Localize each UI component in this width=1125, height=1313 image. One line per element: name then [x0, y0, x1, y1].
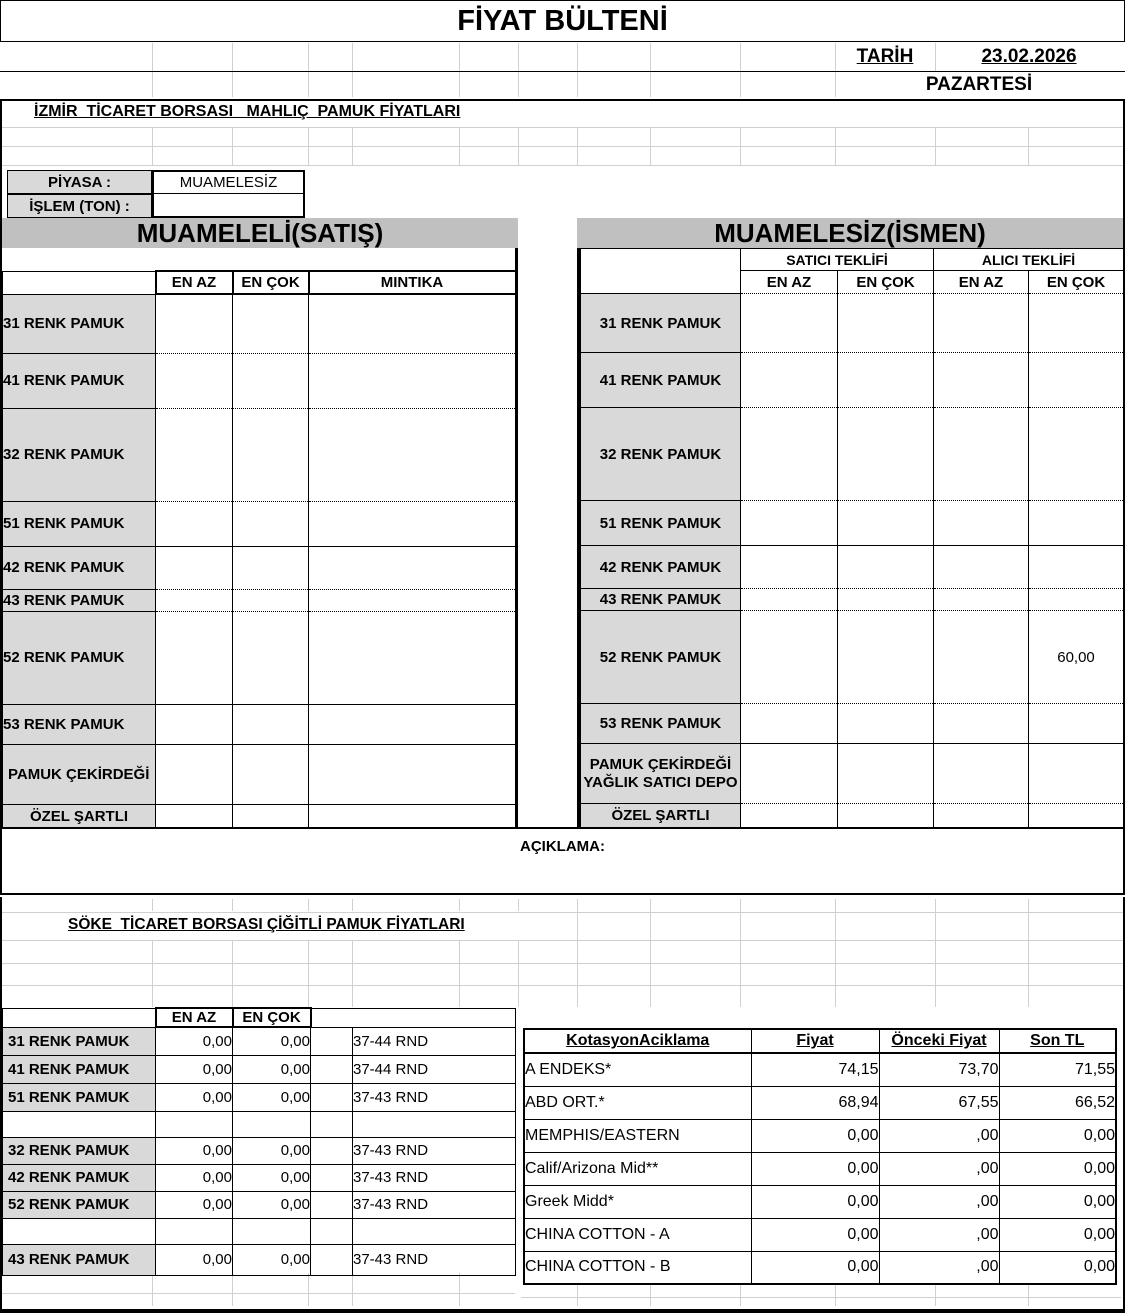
col-header-en-cok: EN ÇOK: [233, 271, 309, 294]
row-label: 42 RENK PAMUK: [581, 546, 741, 589]
date-value-cell: [935, 43, 1123, 70]
cell: [309, 546, 516, 589]
date-label: TARİH: [856, 45, 914, 67]
fiyat-value: 0,00: [751, 1119, 879, 1152]
fiyat-value: 68,94: [751, 1086, 879, 1119]
cell: [838, 611, 934, 704]
cell: [741, 501, 838, 546]
grid-line: [650, 43, 651, 71]
day-cell: [835, 72, 1123, 97]
grid-line: [232, 72, 233, 97]
cell: [741, 546, 838, 589]
row-label: 32 RENK PAMUK: [581, 408, 741, 501]
son-tl-value: 0,00: [999, 1185, 1116, 1218]
grid-line: [308, 72, 309, 97]
row-label: 31 RENK PAMUK: [3, 294, 156, 353]
cell: [741, 744, 838, 804]
left-banner: MUAMELELİ(SATIŞ): [2, 218, 518, 248]
kotasyon-header-sontl: Son TL: [999, 1029, 1116, 1053]
son-tl-value: 71,55: [999, 1053, 1116, 1086]
empty-cell: [3, 1111, 156, 1137]
empty-cell: [311, 1008, 353, 1027]
cell: [934, 704, 1029, 744]
grid-line: [650, 72, 651, 97]
cell: [838, 353, 934, 408]
col-header-en-cok: EN ÇOK: [838, 271, 934, 294]
piyasa-label-cell: [7, 170, 152, 194]
table-row: [524, 1251, 1116, 1284]
cell: [1029, 804, 1124, 828]
grid-line: [740, 72, 741, 97]
cell: [233, 501, 309, 546]
cell: [233, 408, 309, 501]
table-row: [524, 1185, 1116, 1218]
col-header-en-az: EN AZ: [156, 271, 233, 294]
en-az-value: 0,00: [156, 1027, 233, 1055]
son-tl-value: 0,00: [999, 1152, 1116, 1185]
table-row: [3, 589, 516, 611]
table-row: [3, 1164, 516, 1191]
kotasyon-label: Greek Midd*: [524, 1185, 751, 1218]
fiyat-value: 0,00: [751, 1152, 879, 1185]
row-label: 32 RENK PAMUK: [3, 1137, 156, 1164]
son-tl-value: 66,52: [999, 1086, 1116, 1119]
table-row: [581, 546, 1124, 589]
grid-line: [308, 43, 309, 71]
onceki-fiyat-value: 67,55: [879, 1086, 999, 1119]
cell: [233, 294, 309, 353]
table-row: [3, 408, 516, 501]
cekirdegi-line2: YAĞLIK SATICI DEPO: [583, 773, 738, 791]
cell: [1029, 294, 1124, 353]
empty-cell: [3, 1218, 156, 1244]
mintika-value: 37-44 RND: [353, 1027, 516, 1055]
cell: [233, 804, 309, 828]
empty-cell: [353, 1008, 516, 1027]
en-az-value: 0,00: [156, 1083, 233, 1111]
table-row: [3, 1027, 516, 1055]
cell: [934, 353, 1029, 408]
cell: [156, 408, 233, 501]
table-row: [3, 294, 516, 353]
onceki-fiyat-value: ,00: [879, 1251, 999, 1284]
cell: [1029, 408, 1124, 501]
en-cok-value: 0,00: [233, 1191, 311, 1218]
aciklama-label: AÇIKLAMA:: [520, 838, 605, 855]
grid-line: [740, 43, 741, 71]
cell: [309, 704, 516, 744]
row-label-cekirdegi: [581, 744, 741, 804]
spacer-row: [3, 1111, 516, 1137]
mintika-value: 37-43 RND: [353, 1164, 516, 1191]
cell: [838, 294, 934, 353]
row-label: 51 RENK PAMUK: [581, 501, 741, 546]
grid-line: [518, 72, 519, 97]
header-row: [524, 1029, 1116, 1053]
en-az-value: 0,00: [156, 1055, 233, 1083]
muameleli-table: [2, 270, 517, 829]
cell: [233, 611, 309, 704]
cell: [1029, 744, 1124, 804]
empty-cell: [311, 1137, 353, 1164]
cell: [156, 353, 233, 408]
soke-heading-wrap: [64, 916, 469, 938]
empty-cell: [311, 1027, 353, 1055]
islem-value-cell: [152, 194, 305, 218]
cell: [934, 804, 1029, 828]
alici-en-cok-value: 60,00: [1029, 611, 1124, 704]
empty-cell: [353, 1218, 516, 1244]
kotasyon-label: ABD ORT.*: [524, 1086, 751, 1119]
table-row: [3, 704, 516, 744]
en-cok-value: 0,00: [233, 1164, 311, 1191]
row-label: 41 RENK PAMUK: [581, 353, 741, 408]
en-cok-value: 0,00: [233, 1055, 311, 1083]
row-label: 43 RENK PAMUK: [3, 1244, 156, 1275]
cell: [934, 501, 1029, 546]
son-tl-value: 0,00: [999, 1251, 1116, 1284]
date-label-cell: [835, 43, 935, 70]
row-label: 31 RENK PAMUK: [3, 1027, 156, 1055]
cell: [838, 704, 934, 744]
fiyat-value: 0,00: [751, 1251, 879, 1284]
cell: [741, 408, 838, 501]
izmir-heading-wrap: [34, 103, 460, 125]
cell: [934, 294, 1029, 353]
cell: [309, 589, 516, 611]
table-row: [524, 1119, 1116, 1152]
piyasa-value: MUAMELESİZ: [179, 174, 278, 191]
row-label: 52 RENK PAMUK: [581, 611, 741, 704]
kotasyon-label: CHINA COTTON - B: [524, 1251, 751, 1284]
group-header-row: [581, 249, 1124, 271]
kotasyon-header-aciklama: KotasyonAciklama: [524, 1029, 751, 1053]
grid-line: [577, 72, 578, 97]
empty-cell: [311, 1083, 353, 1111]
cell: [1029, 353, 1124, 408]
header-row: [3, 1008, 516, 1027]
empty-cell: [311, 1164, 353, 1191]
onceki-fiyat-value: ,00: [879, 1218, 999, 1251]
row-label: 51 RENK PAMUK: [3, 1083, 156, 1111]
cell: [838, 408, 934, 501]
mintika-value: 37-44 RND: [353, 1055, 516, 1083]
row-label: 51 RENK PAMUK: [3, 501, 156, 546]
onceki-fiyat-value: ,00: [879, 1119, 999, 1152]
table-row: [3, 546, 516, 589]
en-az-value: 0,00: [156, 1244, 233, 1275]
cell: [156, 501, 233, 546]
spacer-row: [3, 1218, 516, 1244]
en-az-value: 0,00: [156, 1191, 233, 1218]
table-row: [581, 704, 1124, 744]
cell: [741, 611, 838, 704]
table-row: [524, 1218, 1116, 1251]
cell: [233, 744, 309, 804]
cell: [838, 804, 934, 828]
cell: [156, 704, 233, 744]
grid-line: [352, 72, 353, 97]
table-row: [581, 804, 1124, 828]
grid-line: [459, 72, 460, 97]
soke-price-table: [2, 1007, 516, 1276]
table-row: [581, 589, 1124, 611]
en-cok-value: 0,00: [233, 1083, 311, 1111]
kotasyon-header-fiyat: Fiyat: [751, 1029, 879, 1053]
table-row: [524, 1086, 1116, 1119]
cell: [156, 546, 233, 589]
cell: [156, 744, 233, 804]
cell: [1029, 704, 1124, 744]
cell: [838, 546, 934, 589]
son-tl-value: 0,00: [999, 1218, 1116, 1251]
row-label: 31 RENK PAMUK: [581, 294, 741, 353]
mintika-value: 37-43 RND: [353, 1244, 516, 1275]
kotasyon-label: A ENDEKS*: [524, 1053, 751, 1086]
cell: [838, 744, 934, 804]
row-label: 41 RENK PAMUK: [3, 1055, 156, 1083]
page-title: FİYAT BÜLTENİ: [457, 4, 668, 37]
cell: [1029, 501, 1124, 546]
cell: [156, 589, 233, 611]
table-row-52: [581, 611, 1124, 704]
cell: [309, 804, 516, 828]
grid-line: [232, 43, 233, 71]
table-row: [3, 1083, 516, 1111]
mintika-value: 37-43 RND: [353, 1083, 516, 1111]
empty-header-cell: [3, 271, 156, 294]
empty-cell: [311, 1191, 353, 1218]
onceki-fiyat-value: 73,70: [879, 1053, 999, 1086]
izmir-heading: İZMİR TİCARET BORSASI MAHLIÇ PAMUK FİYATLARI: [34, 103, 461, 120]
row-label: 42 RENK PAMUK: [3, 1164, 156, 1191]
cell: [156, 294, 233, 353]
grid-line: [152, 72, 153, 97]
row-label: 53 RENK PAMUK: [3, 704, 156, 744]
mintika-value: 37-43 RND: [353, 1137, 516, 1164]
table-row: [581, 744, 1124, 804]
row-label: 32 RENK PAMUK: [3, 408, 156, 501]
onceki-fiyat-value: ,00: [879, 1152, 999, 1185]
cekirdegi-line1: PAMUK ÇEKİRDEĞİ: [589, 755, 732, 773]
onceki-fiyat-value: ,00: [879, 1185, 999, 1218]
cell: [309, 353, 516, 408]
row-label: ÖZEL ŞARTLI: [3, 804, 156, 828]
row-label: 53 RENK PAMUK: [581, 704, 741, 744]
table-row: [3, 611, 516, 704]
islem-label-cell: [7, 194, 152, 218]
cell: [309, 744, 516, 804]
empty-cell: [311, 1055, 353, 1083]
cell: [233, 704, 309, 744]
row-label: 43 RENK PAMUK: [581, 589, 741, 611]
cell: [838, 589, 934, 611]
piyasa-label: PİYASA :: [47, 173, 112, 191]
col-header-en-cok: EN ÇOK: [1029, 271, 1124, 294]
col-header-en-az: EN AZ: [934, 271, 1029, 294]
title-box: [0, 0, 1125, 42]
grid-line: [577, 43, 578, 71]
row-label: PAMUK ÇEKİRDEĞİ: [3, 744, 156, 804]
empty-cell: [311, 1111, 353, 1137]
cell: [1029, 589, 1124, 611]
table-row: [3, 744, 516, 804]
grid-line: [152, 43, 153, 71]
table-row: [524, 1152, 1116, 1185]
empty-cell: [311, 1218, 353, 1244]
cell: [934, 611, 1029, 704]
fiyat-value: 0,00: [751, 1218, 879, 1251]
empty-cell: [3, 1008, 156, 1027]
cell: [233, 546, 309, 589]
aciklama-top-border: [2, 827, 1123, 829]
en-az-value: 0,00: [156, 1137, 233, 1164]
en-az-value: 0,00: [156, 1164, 233, 1191]
cell: [233, 589, 309, 611]
muamelesiz-table: [580, 248, 1124, 828]
table-row: [3, 1137, 516, 1164]
row-label: 42 RENK PAMUK: [3, 546, 156, 589]
col-header-en-cok: EN ÇOK: [233, 1008, 311, 1027]
col-header-en-az: EN AZ: [741, 271, 838, 294]
table-row: [581, 294, 1124, 353]
empty-cell: [156, 1111, 233, 1137]
table-row: [3, 1244, 516, 1275]
cell: [838, 501, 934, 546]
row-label: 52 RENK PAMUK: [3, 1191, 156, 1218]
table-row: [3, 804, 516, 828]
table-row: [3, 353, 516, 408]
col-header-mintika: MINTIKA: [309, 271, 516, 294]
kotasyon-label: CHINA COTTON - A: [524, 1218, 751, 1251]
grid-line: [518, 43, 519, 71]
table-row: [581, 501, 1124, 546]
piyasa-value-cell: [152, 170, 305, 194]
empty-cell: [233, 1218, 311, 1244]
table-row: [3, 1191, 516, 1218]
group-header-alici: ALICI TEKLİFİ: [934, 249, 1124, 271]
table-row: [3, 1055, 516, 1083]
cell: [156, 804, 233, 828]
cell: [309, 294, 516, 353]
grid-line: [459, 43, 460, 71]
cell: [934, 589, 1029, 611]
fiyat-value: 74,15: [751, 1053, 879, 1086]
cell: [309, 611, 516, 704]
cell: [741, 294, 838, 353]
header-row: [3, 271, 516, 294]
en-cok-value: 0,00: [233, 1137, 311, 1164]
cell: [934, 546, 1029, 589]
son-tl-value: 0,00: [999, 1119, 1116, 1152]
fiyat-value: 0,00: [751, 1185, 879, 1218]
cell: [741, 353, 838, 408]
row-label: 52 RENK PAMUK: [3, 611, 156, 704]
cell: [233, 353, 309, 408]
row-label: 43 RENK PAMUK: [3, 589, 156, 611]
empty-header-cell: [581, 249, 741, 294]
empty-cell: [233, 1111, 311, 1137]
date-value: 23.02.2026: [981, 45, 1077, 67]
en-cok-value: 0,00: [233, 1027, 311, 1055]
day-value: PAZARTESİ: [925, 73, 1033, 95]
islem-label: İŞLEM (TON) :: [29, 197, 130, 215]
kotasyon-label: MEMPHIS/EASTERN: [524, 1119, 751, 1152]
grid-line: [352, 43, 353, 71]
cell: [1029, 546, 1124, 589]
kotasyon-header-onceki: Önceki Fiyat: [879, 1029, 999, 1053]
cell: [309, 408, 516, 501]
cell: [934, 408, 1029, 501]
table-row: [3, 501, 516, 546]
en-cok-value: 0,00: [233, 1244, 311, 1275]
kotasyon-label: Calif/Arizona Mid**: [524, 1152, 751, 1185]
empty-cell: [156, 1218, 233, 1244]
soke-heading: SÖKE TİCARET BORSASI ÇİĞİTLİ PAMUK FİYATLARI: [68, 916, 465, 933]
col-header-en-az: EN AZ: [156, 1008, 233, 1027]
right-banner: MUAMELESİZ(İSMEN): [577, 218, 1123, 248]
kotasyon-table: [523, 1028, 1117, 1285]
empty-cell: [353, 1111, 516, 1137]
table-row: [581, 408, 1124, 501]
empty-cell: [311, 1244, 353, 1275]
group-header-satici: SATICI TEKLİFİ: [741, 249, 934, 271]
row-label: ÖZEL ŞARTLI: [581, 804, 741, 828]
cell: [741, 589, 838, 611]
cell: [156, 611, 233, 704]
aciklama-row: [0, 838, 1125, 856]
cell: [741, 704, 838, 744]
table-row: [581, 353, 1124, 408]
row-label: 41 RENK PAMUK: [3, 353, 156, 408]
mintika-value: 37-43 RND: [353, 1191, 516, 1218]
cell: [741, 804, 838, 828]
cell: [934, 744, 1029, 804]
table-row: [524, 1053, 1116, 1086]
cell: [309, 501, 516, 546]
